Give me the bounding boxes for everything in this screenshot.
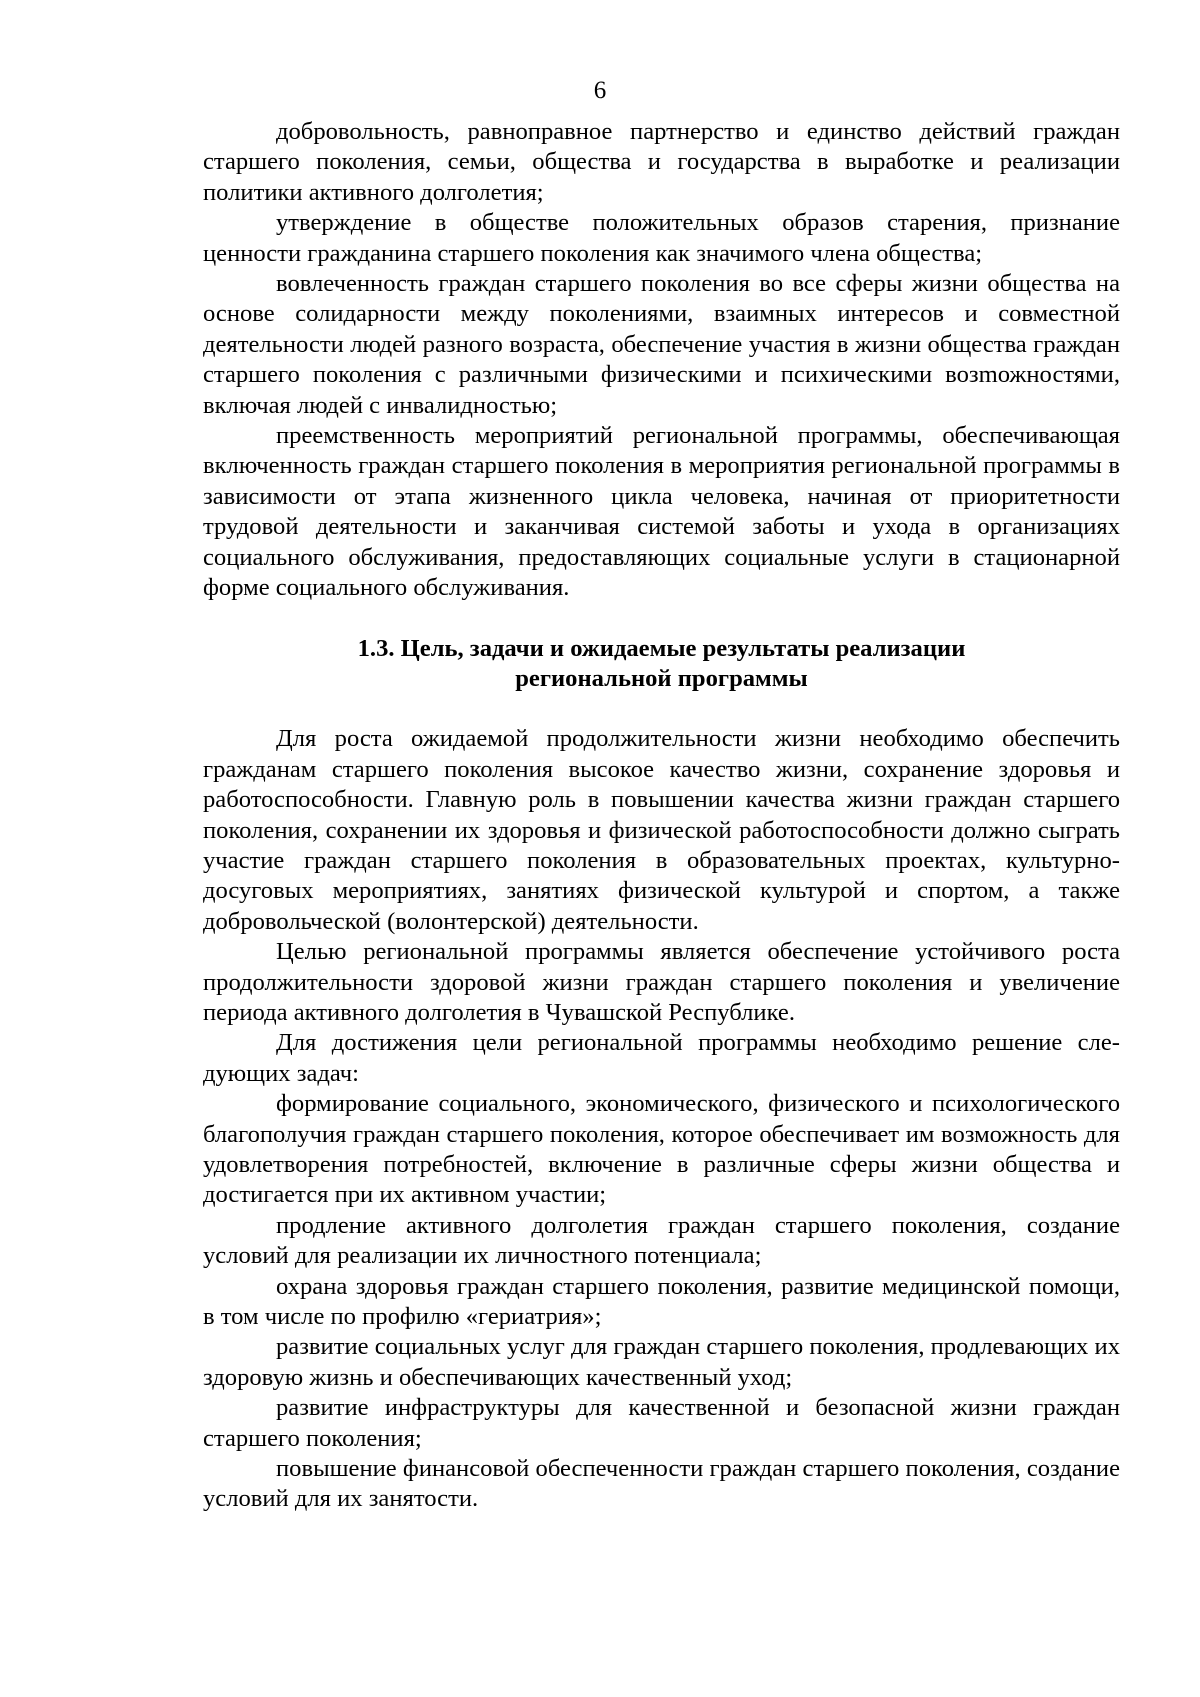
- paragraph: вовлеченность граждан старшего поколения во все сферы жизни общества на основе солидарности между поколениями, взаимных интересов и совместной деятельности людей разного возраста, обеспечение участия в жизни общества граждан старшего поколения с различными физическими и психическими возmожностями, включая людей с инвалидностью;: [203, 270, 1120, 419]
- section-heading-line: 1.3. Цель, задачи и ожидаемые результаты реализации: [357, 634, 966, 662]
- section-heading: [203, 634, 1120, 695]
- paragraph: развитие инфраструктуры для качественной и безопасной жизни граждан старшего поколения;: [203, 1394, 1120, 1452]
- paragraph: охрана здоровья граждан старшего поколения, развитие медицинской помощи, в том числе по профилю «гериатрия»;: [203, 1272, 1120, 1331]
- paragraph: развитие социальных услуг для граждан старшего поколения, продлевающих их здоровую жизнь и обеспечивающих качественный уход;: [203, 1333, 1120, 1391]
- paragraph: утверждение в обществе положительных образов старения, признание ценности гражданина старшего поколения как значимого члена общества;: [203, 209, 1120, 267]
- paragraph: преемственность мероприятий региональной программы, обеспечивающая включенность граждан старшего поколения в мероприятия региональной программы в зависимости от этапа жизненного цикла человека, начиная от приоритетности трудовой деятельности и заканчивая системой заботы и ухода в организациях социального обслуживания, предоставляющих социальные услуги в стационарной форме социального обслуживания.: [203, 422, 1120, 602]
- paragraph: добровольность, равноправное партнерство и единство действий граждан старшего поколения, семьи, общества и государства в выработке и реализации политики активного долголетия;: [203, 118, 1120, 206]
- paragraph: продление активного долголетия граждан старшего поколения, создание условий для реализации их личностного потенциала;: [203, 1211, 1120, 1270]
- paragraph: Для достижения цели региональной программы необходимо решение следующих задач:: [203, 1029, 1120, 1087]
- paragraph: Целью региональной программы является обеспечение устойчивого роста продолжительности здоровой жизни граждан старшего поколения и увеличение периода активного долголетия в Чувашской Республике.: [203, 938, 1120, 1026]
- page-content: [203, 117, 1120, 1515]
- section-heading-line: региональной программы: [515, 664, 808, 692]
- paragraph: Для роста ожидаемой продолжительности жизни необходимо обеспечить гражданам старшего поколения высокое качество жизни, сохранение здоровья и работоспособности. Главную роль в повышении качества жизни граждан старшего поколения, сохранении их здоровья и физической работоспособности должно сыграть участие граждан старшего поколения в образовательных проектах, культурно-досуговых мероприятиях, занятиях физической культурой и спортом, а также добровольческой (волонтерской) деятельности.: [203, 725, 1120, 935]
- paragraph: повышение финансовой обеспеченности граждан старшего поколения, создание условий для их занятости.: [203, 1455, 1120, 1513]
- page-number: 6: [593, 77, 607, 104]
- paragraph: формирование социального, экономического, физического и психологического благополучия граждан старшего поколения, которое обеспечивает им возможность для удовлетворения потребностей, включение в различные сферы жизни общества и достигается при их активном участии;: [203, 1090, 1120, 1209]
